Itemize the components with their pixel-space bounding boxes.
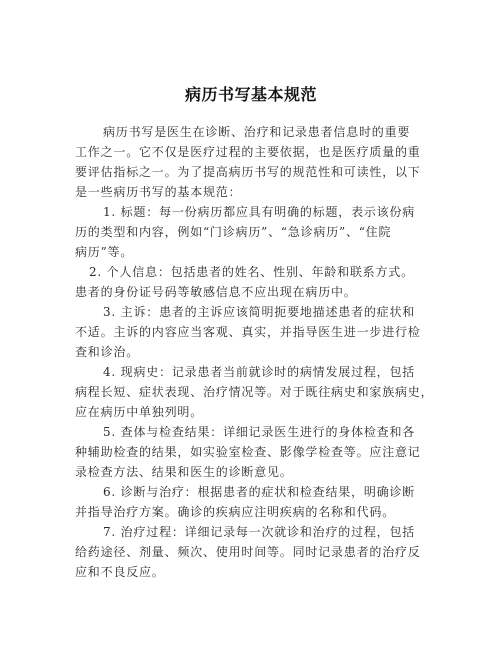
text-line: 种辅助检查的结果，如实验室检查、影像学检查等。应注意记	[75, 445, 421, 459]
text-line: 病历”等。	[75, 245, 134, 259]
text-line: 5. 查体与检查结果：详细记录医生进行的身体检查和各	[103, 425, 416, 439]
text-line: 病历书写是医生在诊断、治疗和记录患者信息时的重要	[103, 125, 411, 139]
text-line: 给药途径、剂量、频次、使用时间等。同时记录患者的治疗反	[75, 545, 421, 559]
text-line: 要评估指标之一。为了提高病历书写的规范性和可读性，以下	[75, 165, 421, 179]
text-line: 3. 主诉：患者的主诉应该简明扼要地描述患者的症状和	[103, 305, 416, 319]
text-line: 应在病历中单独列明。	[75, 405, 204, 419]
text-line: 工作之一。它不仅是医疗过程的主要依据，也是医疗质量的重	[75, 145, 421, 159]
text-line: 历的类型和内容，例如“门诊病历”、“急诊病历”、“住院	[75, 225, 392, 239]
text-line: 录检查方法、结果和医生的诊断意见。	[75, 465, 293, 479]
text-line: 应和不良反应。	[75, 565, 165, 579]
text-line: 7. 治疗过程：详细记录每一次就诊和治疗的过程，包括	[103, 525, 416, 539]
text-line: 患者的身份证号码等敏感信息不应出现在病历中。	[75, 285, 357, 299]
text-line: 并指导治疗方案。确诊的疾病应注明疾病的名称和代码。	[75, 505, 396, 519]
text-line: 病程长短、症状表现、治疗情况等。对于既往病史和家族病史，	[75, 385, 434, 399]
text-line: 6. 诊断与治疗：根据患者的症状和检查结果，明确诊断	[103, 485, 416, 499]
text-line: 4. 现病史：记录患者当前就诊时的病情发展过程，包括	[103, 365, 416, 379]
text-line: 2. 个人信息：包括患者的姓名、性别、年龄和联系方式。	[89, 265, 414, 279]
page-title: 病历书写基本规范	[184, 85, 317, 104]
text-line: 查和诊治。	[75, 345, 140, 359]
text-line: 不适。主诉的内容应当客观、真实，并指导医生进一步进行检	[75, 325, 421, 339]
text-line: 1. 标题：每一份病历都应具有明确的标题，表示该份病	[103, 205, 416, 219]
text-line: 是一些病历书写的基本规范：	[75, 185, 242, 199]
